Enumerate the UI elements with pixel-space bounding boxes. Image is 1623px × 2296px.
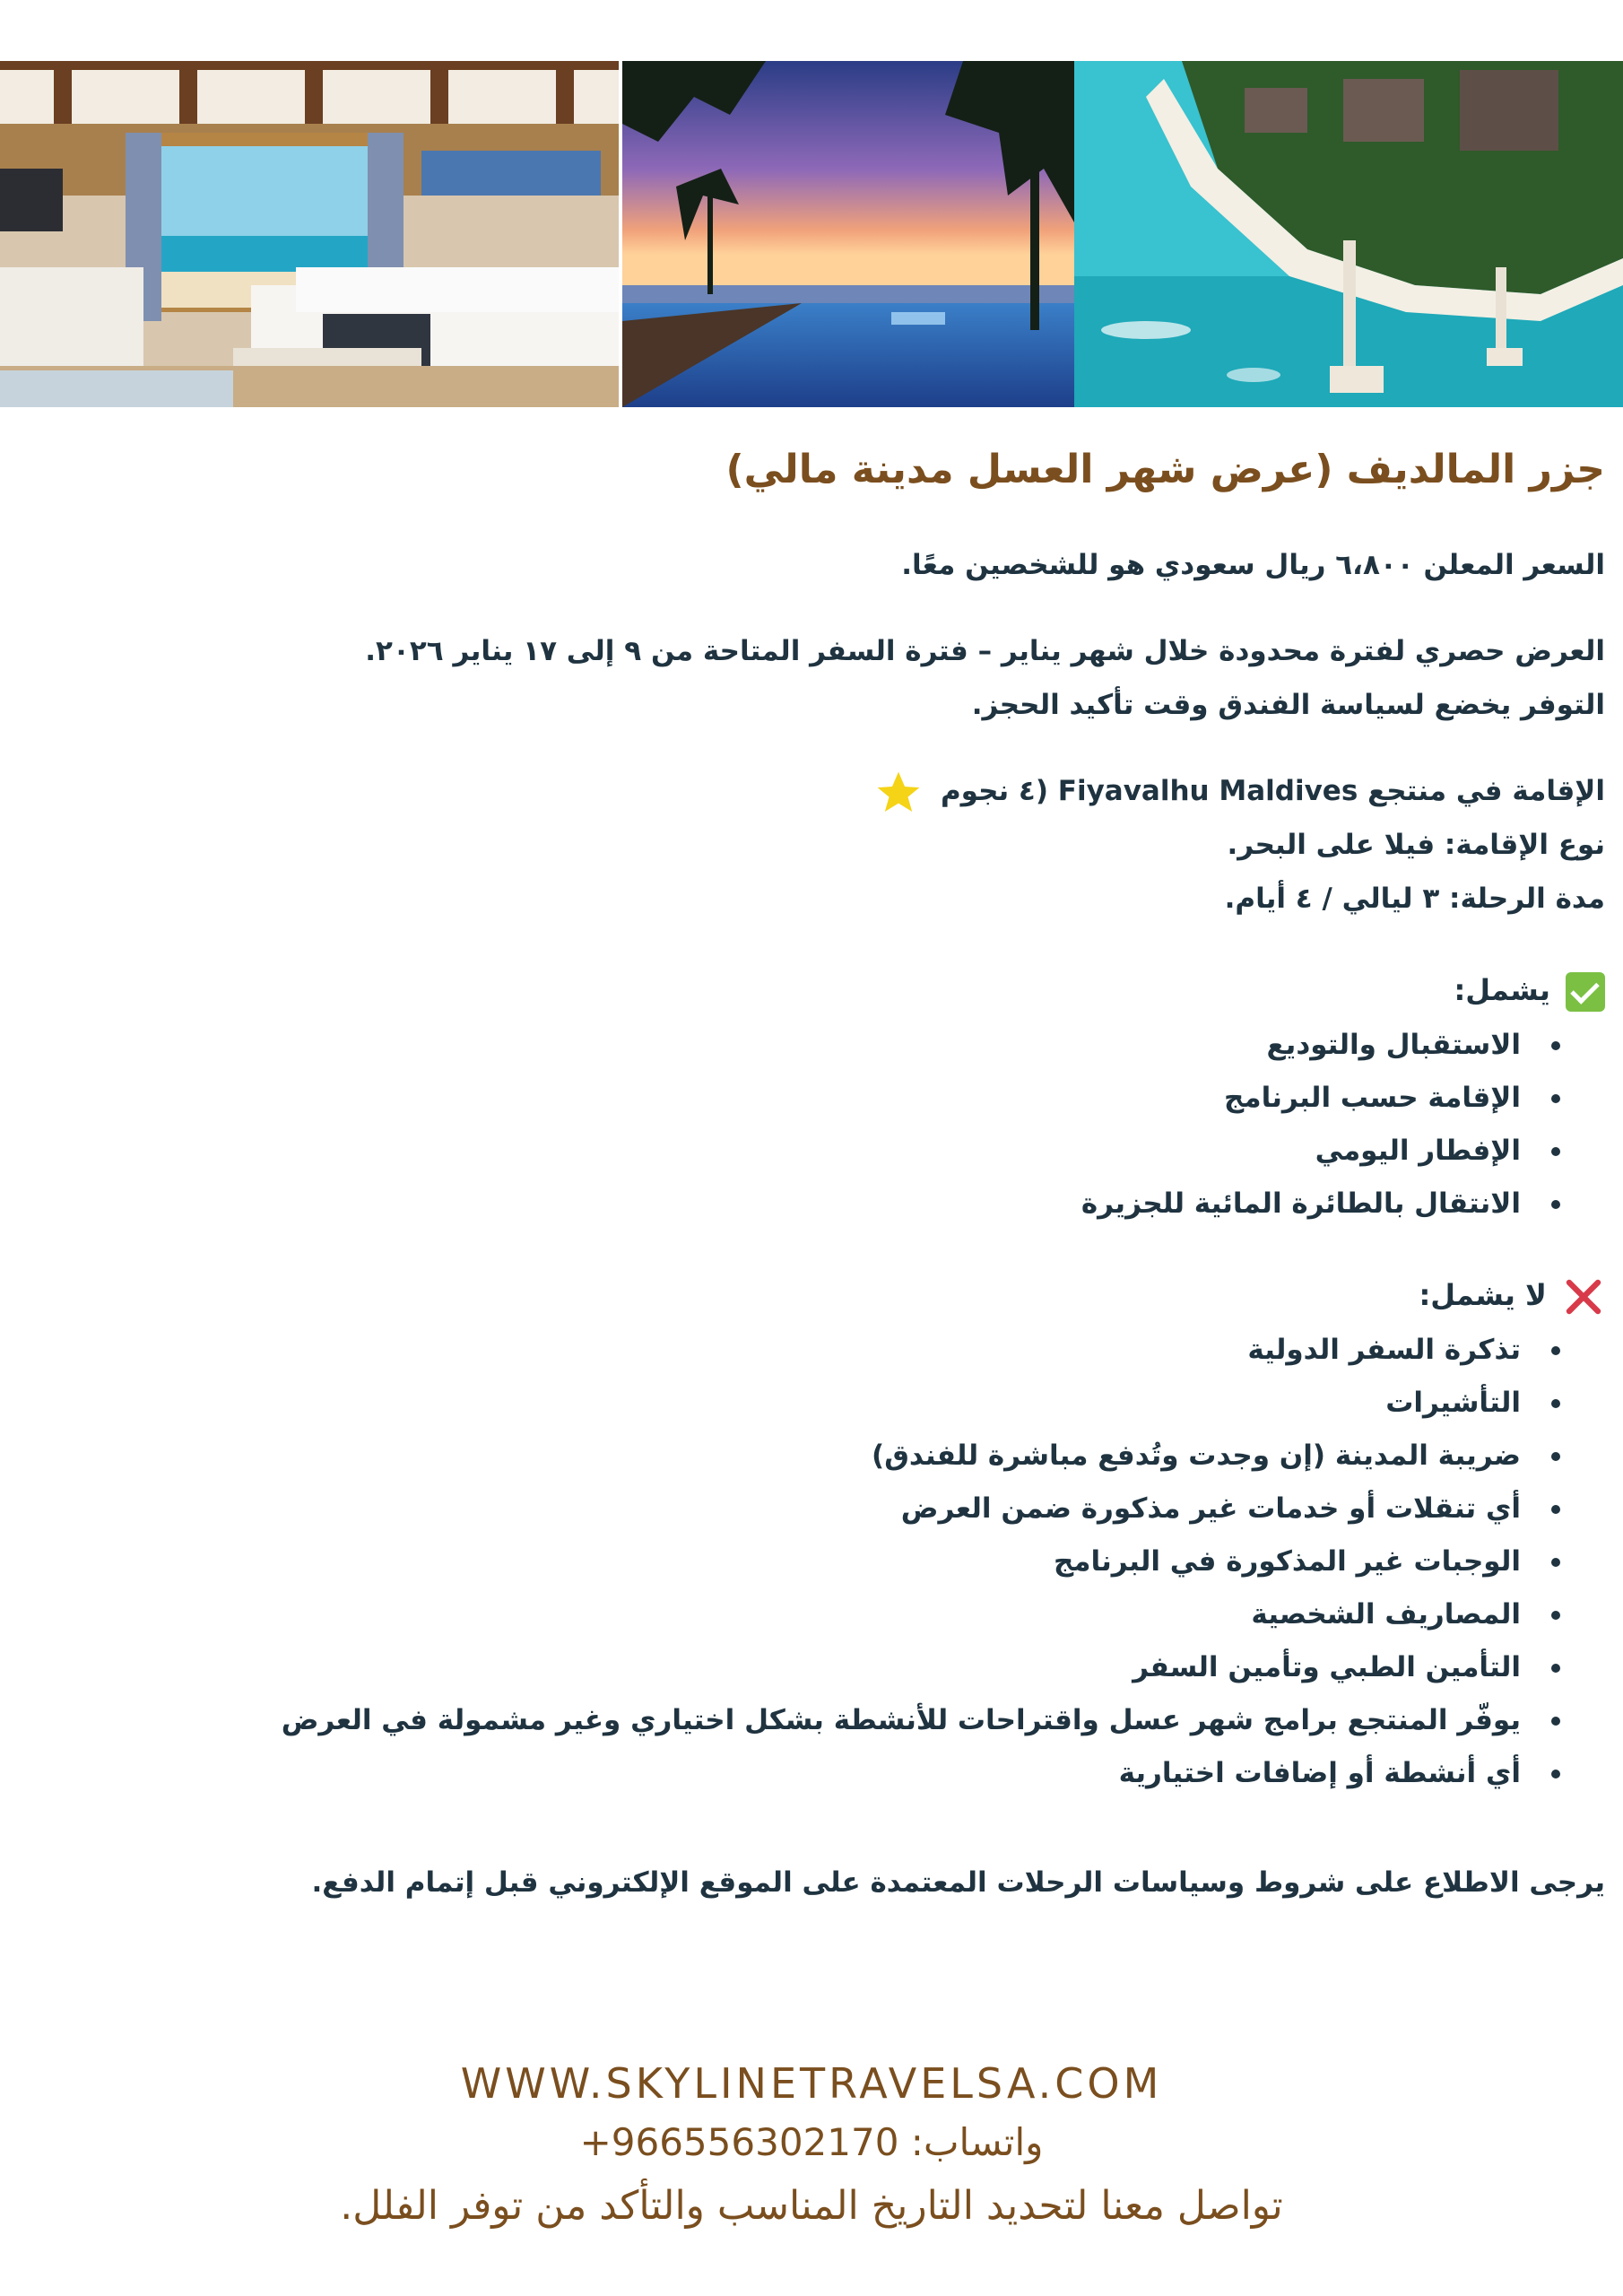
- list-item: أي أنشطة أو إضافات اختيارية: [81, 1747, 1560, 1800]
- website-link[interactable]: WWW.SKYLINETRAVELSA.COM: [460, 2059, 1163, 2108]
- list-item: الوجبات غير المذكورة في البرنامج: [81, 1535, 1560, 1588]
- terms-line: يرجى الاطلاع على شروط وسياسات الرحلات المعتمدة على الموقع الإلكتروني قبل إتمام الدفع.: [311, 1866, 1605, 1899]
- duration-line: مدة الرحلة: ٣ ليالي / ٤ أيام.: [1224, 883, 1605, 915]
- offer-details: [81, 422, 1605, 1909]
- availability-line: التوفر يخضع لسياسة الفندق وقت تأكيد الحجز.: [971, 689, 1605, 721]
- aerial-island-photo: [1074, 61, 1623, 407]
- excludes-heading: [81, 1266, 1605, 1324]
- includes-list: [81, 1019, 1605, 1231]
- contact-footer: [0, 2054, 1623, 2240]
- price-line: السعر المعلن ٦،٨٠٠ ريال سعودي هو للشخصين معًا.: [901, 549, 1605, 581]
- list-item: المصاريف الشخصية: [81, 1588, 1560, 1641]
- resort-line-text: الإقامة في منتجع Fiyavalhu Maldives (٤ نجوم: [940, 775, 1605, 807]
- cross-icon: [1562, 1275, 1605, 1318]
- list-item: الانتقال بالطائرة المائية للجزيرة: [81, 1178, 1560, 1231]
- excludes-heading-text: لا يشمل:: [1419, 1278, 1547, 1312]
- bedroom-photo: [0, 61, 619, 407]
- list-item: الإفطار اليومي: [81, 1125, 1560, 1178]
- includes-heading: [81, 961, 1605, 1019]
- contact-cta: تواصل معنا لتحديد التاريخ المناسب والتأكد من توفر الفلل.: [340, 2183, 1283, 2229]
- list-item: التأشيرات: [81, 1377, 1560, 1430]
- list-item: الإقامة حسب البرنامج: [81, 1072, 1560, 1125]
- list-item: الاستقبال والتوديع: [81, 1019, 1560, 1072]
- room-type-line: نوع الإقامة: فيلا على البحر.: [1227, 829, 1605, 861]
- list-item: التأمين الطبي وتأمين السفر: [81, 1641, 1560, 1694]
- photo-strip: [0, 61, 1623, 407]
- whatsapp-label: واتساب:: [910, 2120, 1044, 2164]
- resort-line: [81, 764, 1605, 818]
- whatsapp-line: [0, 2113, 1623, 2172]
- list-item: أي تنقلات أو خدمات غير مذكورة ضمن العرض: [81, 1483, 1560, 1535]
- includes-heading-text: يشمل:: [1454, 973, 1550, 1007]
- list-item: تذكرة السفر الدولية: [81, 1324, 1560, 1377]
- list-item: ضريبة المدينة (إن وجدت وتُدفع مباشرة للفندق): [81, 1430, 1560, 1483]
- check-icon: [1566, 972, 1605, 1012]
- excludes-list: [81, 1324, 1605, 1800]
- star-icon: [873, 768, 924, 818]
- offer-period-line: العرض حصري لفترة محدودة خلال شهر يناير – فترة السفر المتاحة من ٩ إلى ١٧ يناير ٢٠٢٦.: [365, 635, 1605, 667]
- whatsapp-number[interactable]: +966556302170: [579, 2120, 899, 2164]
- sunset-pool-photo: [622, 61, 1074, 407]
- page-title: جزر المالديف (عرض شهر العسل مدينة مالي): [725, 447, 1605, 492]
- list-item: يوفّر المنتجع برامج شهر عسل واقتراحات للأنشطة بشكل اختياري وغير مشمولة في العرض: [81, 1694, 1560, 1747]
